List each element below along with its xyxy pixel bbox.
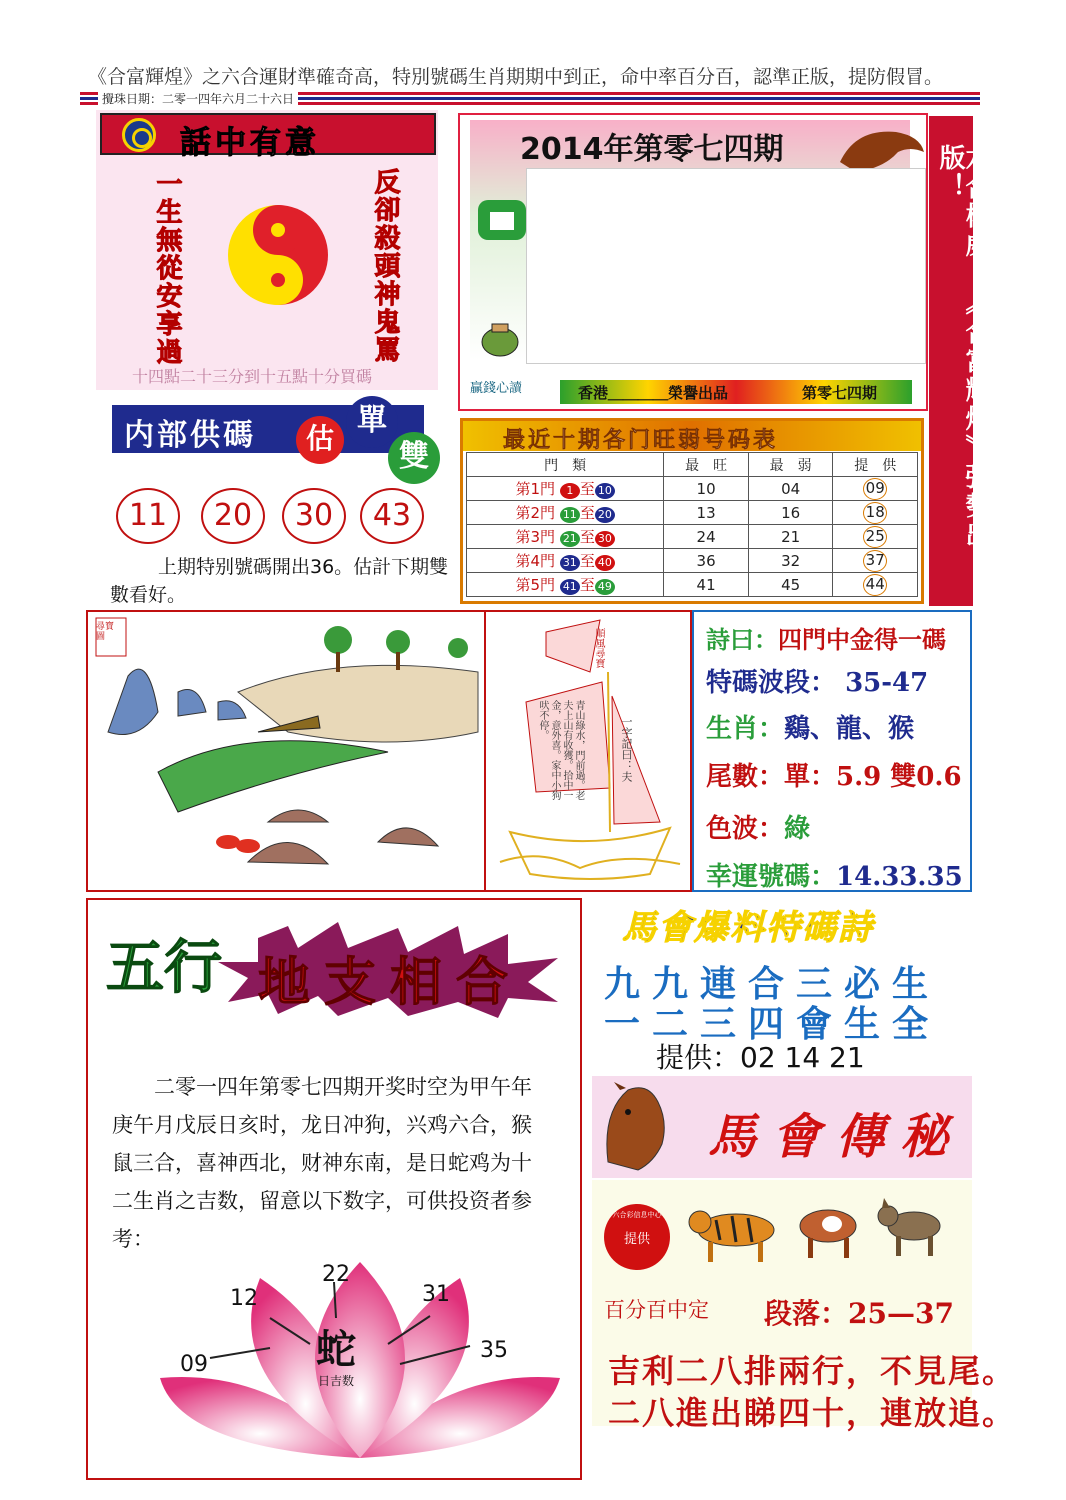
top-slogan: 《合富輝煌》之六合運財準確奇高，特別號碼生肖期期中到正，命中率百分百，認準正版，提防假冒。 [88,66,944,88]
issue-masked-area [526,168,926,364]
min-cell: 04 [748,477,833,501]
tip-wave: 特碼波段： 35-47 [706,668,929,698]
code-number: 11 [116,488,180,544]
five-elements-subtitle: 地支相合 [258,952,523,1013]
range-end-ball: 10 [595,483,615,499]
stamp-ring-text: 六合彩信息中心 [612,1211,662,1219]
money-bag-icon [478,318,522,358]
column-header: 最 旺 [664,453,749,477]
five-elements-title: 五行 [106,933,223,1001]
provide-number: 37 [863,550,887,572]
stamp-text: 提供 [623,1232,650,1247]
door-cell: 第1門 1 至 10 [467,477,664,501]
range-end-ball: 40 [595,555,615,571]
code-number: 20 [201,488,265,544]
table-row [467,573,918,597]
tip-zodiac: 生肖：鷄、龍、猴 [706,714,915,744]
lotus-number: 12 [230,1286,258,1311]
provide-number: 44 [863,574,887,596]
horse-poem-provide: 提供：02 14 21 [656,1041,865,1074]
door-cell: 第3門 21 至 30 [467,525,664,549]
table-row [467,477,918,501]
provide-cell [833,477,918,501]
provide-cell [833,573,918,597]
provide-number: 09 [863,478,887,500]
secret-segment: 段落：25—37 [764,1297,954,1330]
provide-cell [833,501,918,525]
secret-sure: 百分百中定 [604,1298,709,1322]
min-cell: 16 [748,501,833,525]
issue-tagline: 贏錢心讀 [470,381,523,396]
speech-title: 話中有意 [180,125,320,161]
table-row [467,549,918,573]
column-header: 門 類 [467,453,664,477]
secret-line: 二八進出睇四十，連放追。 [608,1394,1017,1432]
max-cell: 10 [664,477,749,501]
logo-icon [122,118,156,152]
issue-footer-right: 第零七四期 [802,384,878,402]
range-start-ball: 41 [560,579,580,595]
column-header: 提 供 [833,453,918,477]
green-glyph-icon [472,180,532,250]
door-table-header-bar [463,421,921,451]
range-start-ball: 31 [560,555,580,571]
provide-cell [833,549,918,573]
table-header-row [467,453,918,477]
info-center-stamp [604,1204,670,1270]
lotus-number: 31 [422,1282,450,1307]
secret-line: 吉利二八排兩行，不見尾。 [608,1352,1017,1390]
internal-codes-title: 内部供碼 [124,418,256,453]
code-number: 30 [282,488,346,544]
range-start-ball: 1 [560,483,580,499]
sail-poem: 青山綠水，門前過。老夫上山有收獲。拾中一金，意外喜。家中小狗吠不停。 [537,700,584,800]
door-table [466,452,918,597]
sailboat-illustration [490,612,690,890]
odd-badge: 單 [346,396,398,448]
speech-note: 十四點二十三分到十五點十分買碼 [132,367,373,386]
lotus-center: 蛇 [316,1326,356,1373]
provide-cell [833,525,918,549]
five-elements-text: 二零一四年第零七四期开奖时空为甲午年庚午月戊辰日亥时，龙日冲狗，兴鸡六合，猴鼠三合，喜神西北，财神东南，是日蛇鸡为十二生肖之吉数，留意以下数字，可供投资者参考： [112,1075,532,1251]
tiger-icon [686,1196,786,1268]
sail-flag-text: 順風尋寶 [593,628,604,668]
draw-date: 攪珠日期：二零一四年六月二十六日 [98,90,298,107]
authority-banner [929,116,991,606]
lotus-number: 22 [322,1262,350,1287]
max-cell: 13 [664,501,749,525]
sail-note: 一字記曰：夫 [620,716,633,782]
even-badge: 雙 [388,432,440,484]
internal-codes-note: 上期特别號碼開出36。估計下期雙數看好。 [110,556,449,606]
range-end-ball: 20 [595,507,615,523]
landscape-illustration [88,612,484,890]
wolf-icon [872,1194,952,1264]
treasure-map-stamp: 尋寶圖 [96,622,115,642]
speech-left-column: 一生無從安享過 [152,170,182,366]
range-start-ball: 11 [560,507,580,523]
speech-right-column: 反卻殺頭神鬼罵 [370,168,400,364]
horse-icon [598,1082,672,1172]
max-cell: 36 [664,549,749,573]
door-cell: 第5門 41 至 49 [467,573,664,597]
horse-poem-line: 九九連合三必生 [604,963,941,1005]
max-cell: 41 [664,573,749,597]
lotus-caption: 日吉数 [318,1374,355,1388]
code-number: 43 [360,488,424,544]
lotus-number: 09 [180,1352,208,1377]
tip-color: 色波：綠 [706,814,811,844]
lotus-number: 35 [480,1338,508,1363]
table-row [467,525,918,549]
door-cell: 第4門 31 至 40 [467,549,664,573]
column-header: 最 弱 [748,453,833,477]
min-cell: 32 [748,549,833,573]
tip-poem: 詩曰：四門中金得一碼 [706,625,946,654]
guess-badge: 估 [296,416,344,464]
issue-title: 2014年第零七四期 [520,132,784,167]
horse-poem-title: 馬會爆料特碼詩 [622,908,874,948]
min-cell: 21 [748,525,833,549]
speech-title-bar [100,113,436,161]
range-end-ball: 30 [595,531,615,547]
table-row [467,501,918,525]
horse-poem-line: 一二三四會生全 [604,1003,941,1045]
yin-yang-icon [228,205,328,305]
issue-footer-left: 香港＿＿＿＿榮譽出品 [578,384,729,402]
tips-panel [692,610,972,892]
door-cell: 第2門 11 至 20 [467,501,664,525]
horse-secret-title: 馬會傳秘 [708,1109,965,1165]
door-table-title: 最近十期各门旺弱号码表 [503,428,779,453]
range-start-ball: 21 [560,531,580,547]
authority-text: 六合權威：《合富輝煌》强勢出版！ [935,144,991,550]
ox-icon [792,1196,862,1262]
issue-footer-bar [560,380,912,404]
max-cell: 24 [664,525,749,549]
range-end-ball: 49 [595,579,615,595]
provide-number: 25 [863,526,887,548]
tip-tail: 尾數：單：5.9 雙0.6 [706,762,962,792]
tip-lucky: 幸運號碼：14.33.35 [706,862,963,892]
provide-number: 18 [863,502,887,524]
min-cell: 45 [748,573,833,597]
